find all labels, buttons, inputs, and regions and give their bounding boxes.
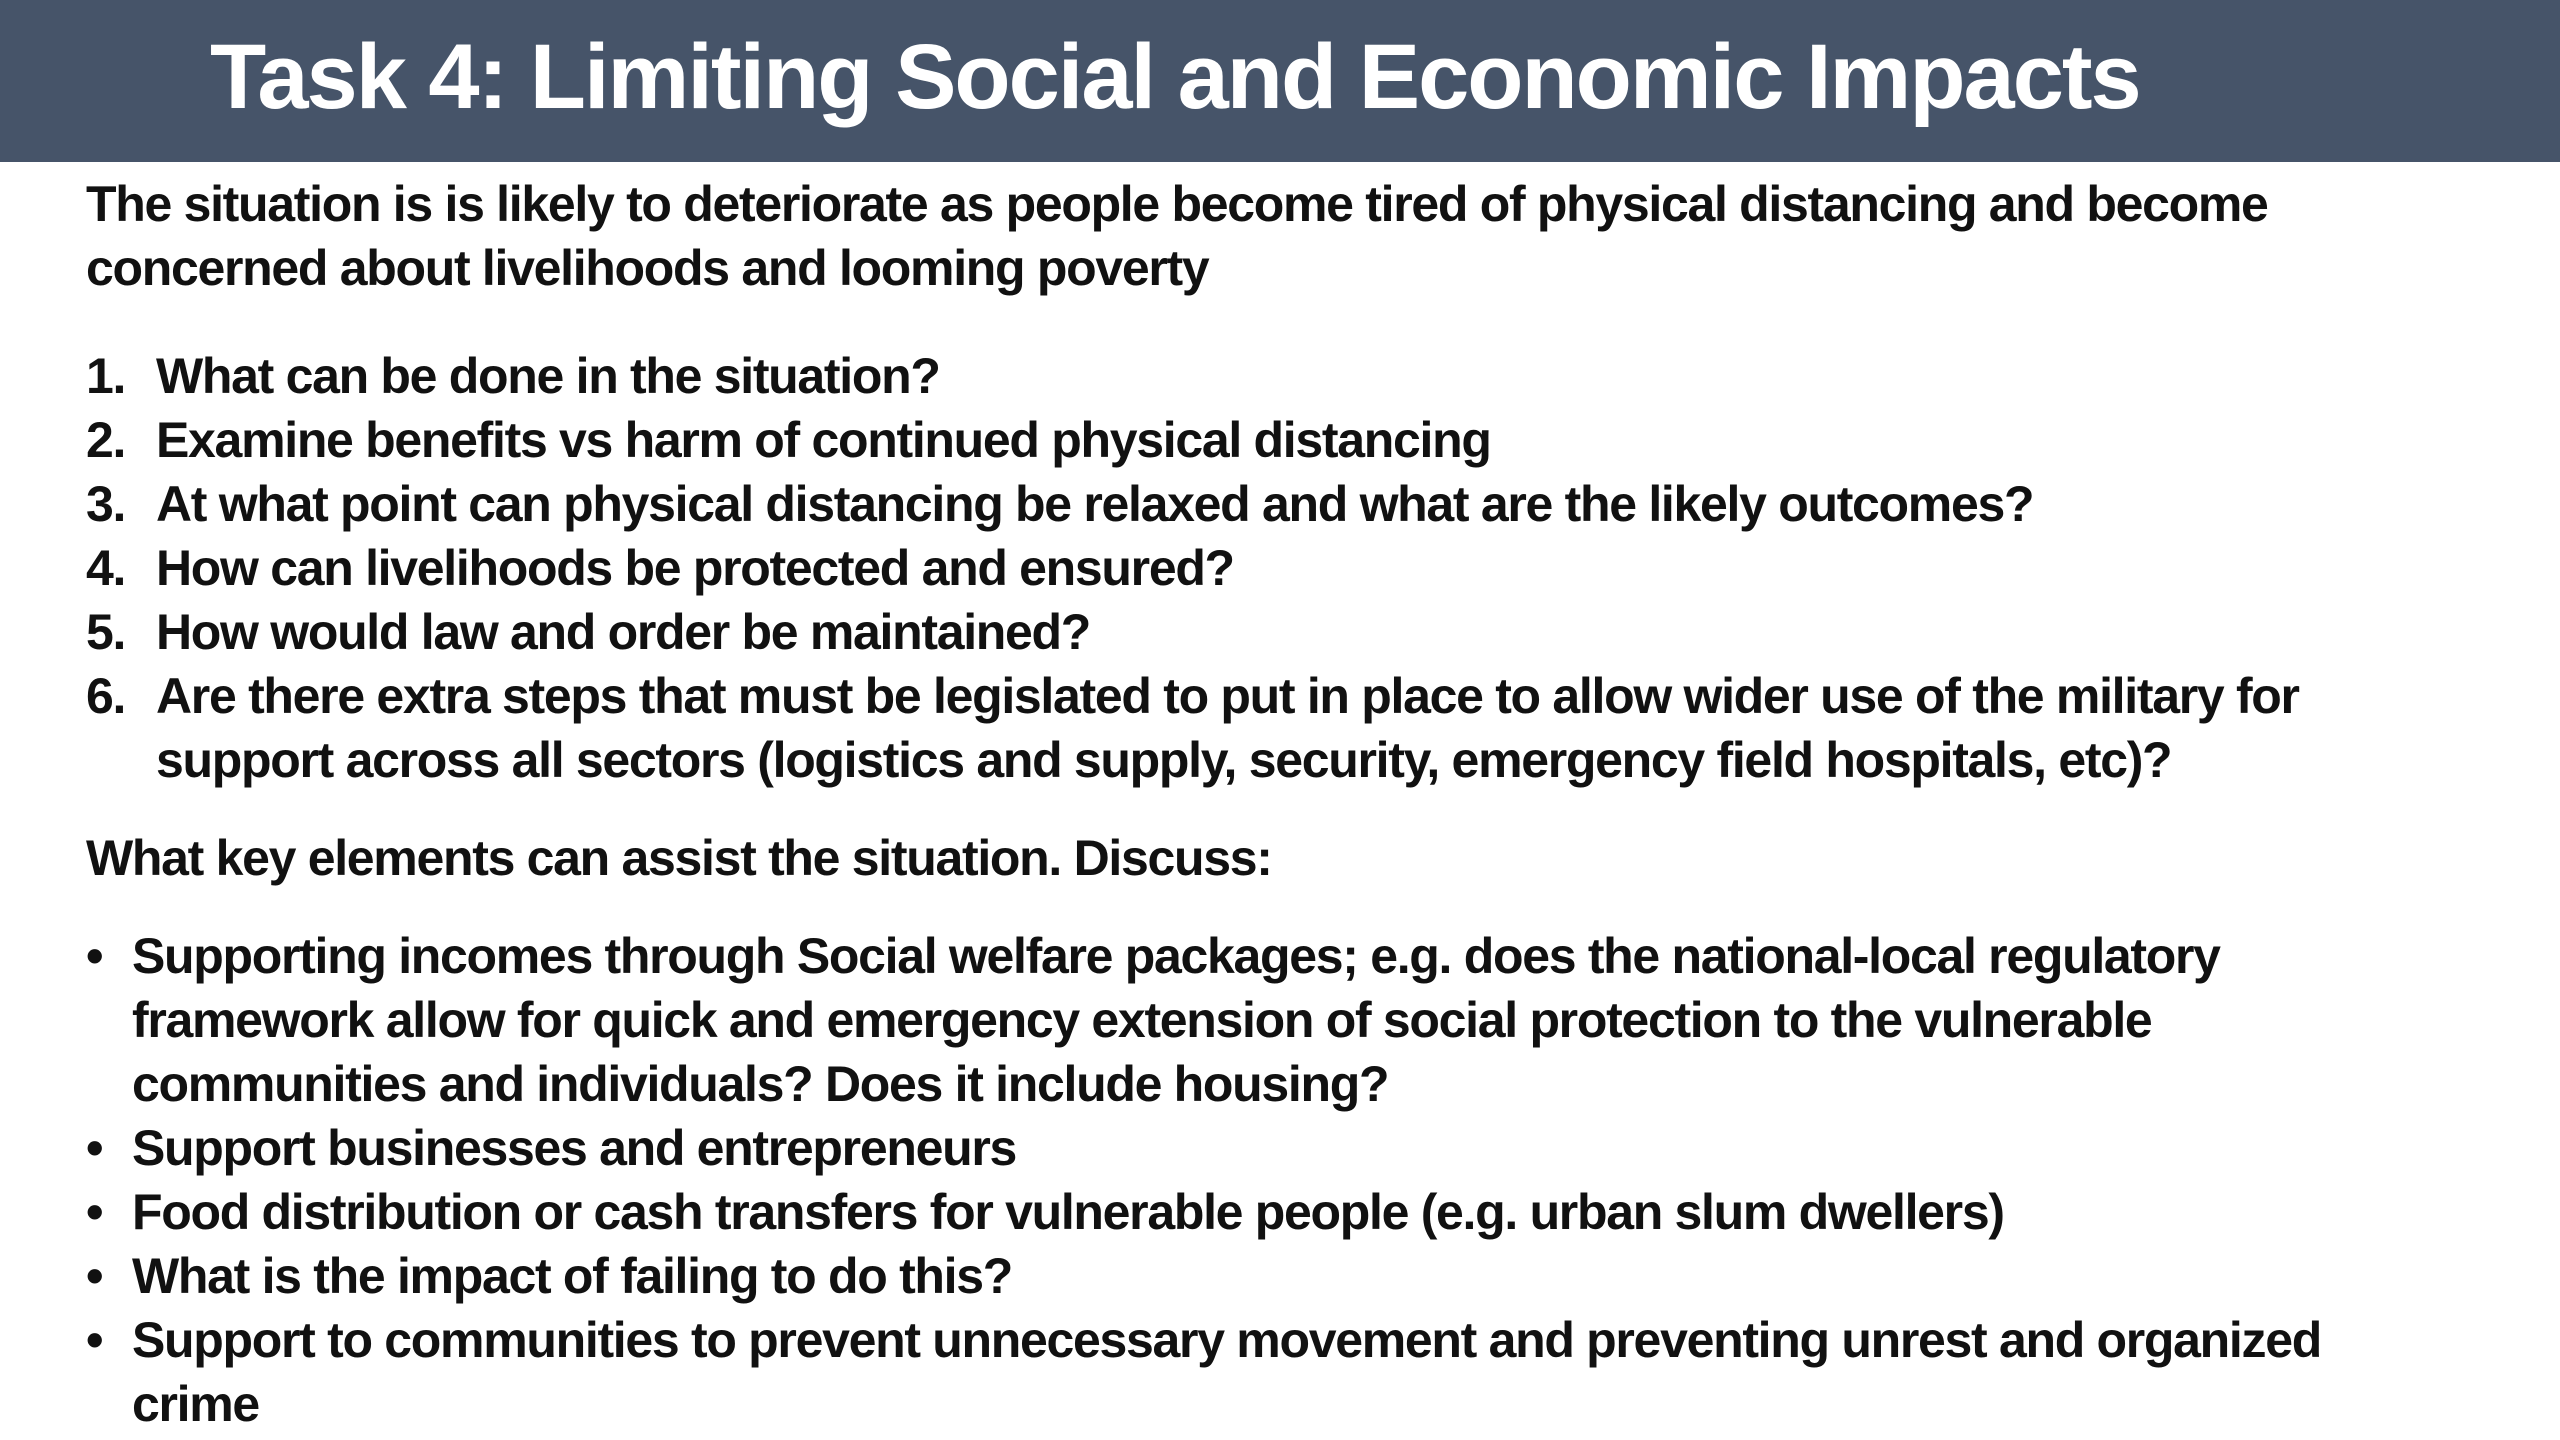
question-number: 5. xyxy=(86,604,126,660)
slide-title: Task 4: Limiting Social and Economic Impacts xyxy=(210,26,2140,128)
question-item xyxy=(86,664,2416,792)
question-number: 2. xyxy=(86,412,126,468)
key-element-text: Supporting incomes through Social welfare packages; e.g. does the national-local regulatory framework allow for quick and emergency extension of social protection to the vulnerable communities and individuals? Does it include housing? xyxy=(132,928,2220,1112)
question-item xyxy=(86,536,2416,600)
question-item xyxy=(86,472,2416,536)
key-element-text: Food distribution or cash transfers for vulnerable people (e.g. urban slum dwellers) xyxy=(132,1184,2004,1240)
key-element-item xyxy=(86,1308,2382,1436)
question-text: What can be done in the situation? xyxy=(156,348,940,404)
question-item xyxy=(86,344,2416,408)
question-text: Examine benefits vs harm of continued physical distancing xyxy=(156,412,1491,468)
key-element-text: What is the impact of failing to do this? xyxy=(132,1248,1013,1304)
intro-paragraph: The situation is is likely to deteriorate as people become tired of physical distancing and become concerned about livelihoods and looming poverty xyxy=(86,176,2268,296)
question-text: How can livelihoods be protected and ensured? xyxy=(156,540,1234,596)
questions-list xyxy=(86,344,2486,792)
key-element-item xyxy=(86,1116,2382,1180)
slide-body xyxy=(86,172,2486,1436)
key-element-item xyxy=(86,1180,2382,1244)
key-element-item xyxy=(86,1244,2382,1308)
bullet-icon: • xyxy=(86,1312,103,1368)
title-bar xyxy=(0,0,2560,162)
key-elements-list xyxy=(86,924,2486,1436)
question-text: Are there extra steps that must be legislated to put in place to allow wider use of the military for support across all sectors (logistics and supply, security, emergency field hospitals, etc)? xyxy=(156,668,2299,788)
question-number: 1. xyxy=(86,348,126,404)
question-item xyxy=(86,408,2416,472)
key-element-text: Support to communities to prevent unnecessary movement and preventing unrest and organized crime xyxy=(132,1312,2321,1432)
question-text: At what point can physical distancing be relaxed and what are the likely outcomes? xyxy=(156,476,2034,532)
question-text: How would law and order be maintained? xyxy=(156,604,1091,660)
bullet-icon: • xyxy=(86,1184,103,1240)
discuss-prompt: What key elements can assist the situation. Discuss: xyxy=(86,830,1272,886)
question-item xyxy=(86,600,2416,664)
question-number: 3. xyxy=(86,476,126,532)
question-number: 4. xyxy=(86,540,126,596)
key-element-item xyxy=(86,924,2382,1116)
key-element-text: Support businesses and entrepreneurs xyxy=(132,1120,1016,1176)
question-number: 6. xyxy=(86,668,126,724)
bullet-icon: • xyxy=(86,928,103,984)
bullet-icon: • xyxy=(86,1248,103,1304)
bullet-icon: • xyxy=(86,1120,103,1176)
